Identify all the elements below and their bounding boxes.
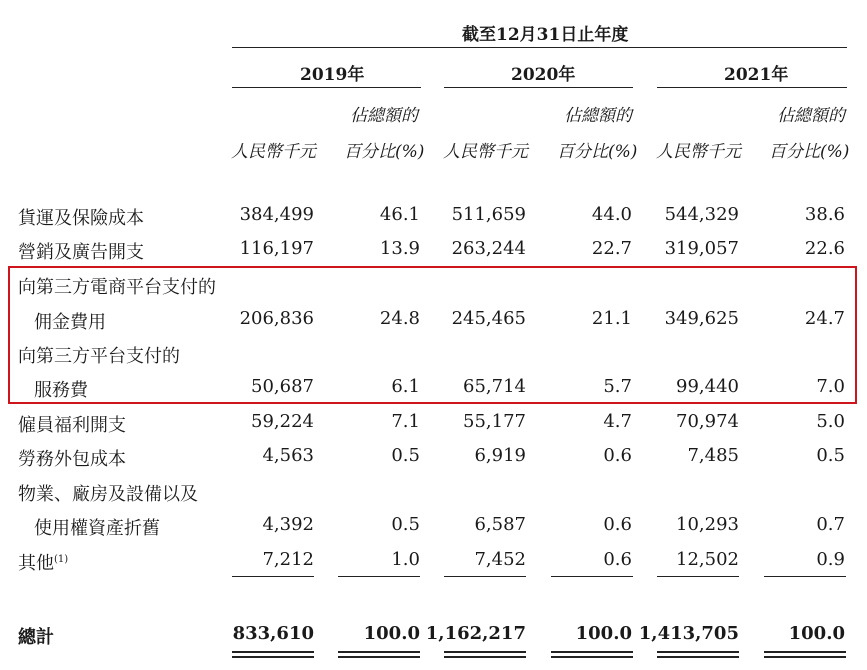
- cell: 5.0: [816, 411, 845, 432]
- row-label-depreciation-line2: 使用權資產折舊: [34, 518, 160, 539]
- year-2019: 2019年: [300, 65, 365, 85]
- cell: 0.6: [603, 549, 632, 570]
- amount-header-2021: 人民幣千元: [656, 142, 741, 162]
- cell: 46.1: [379, 204, 420, 225]
- pct-header-line2-2019: 百分比(%): [344, 142, 425, 162]
- cell: 50,687: [251, 376, 314, 397]
- cell: 4,563: [262, 445, 314, 466]
- row-label-total: 總計: [18, 627, 54, 648]
- year-rule-2019: [232, 87, 421, 88]
- row-label-marketing: 營銷及廣告開支: [18, 242, 144, 263]
- row-label-depreciation-line1: 物業、廠房及設備以及: [18, 484, 198, 505]
- year-rule-2021: [657, 87, 847, 88]
- cell: 0.5: [391, 445, 420, 466]
- total-double-rule: [764, 656, 846, 658]
- total-double-rule: [338, 651, 420, 653]
- row-label-commission-line1: 向第三方電商平台支付的: [18, 277, 216, 298]
- cell: 0.7: [816, 514, 845, 535]
- cell: 6,587: [474, 514, 526, 535]
- row-label-others: [18, 549, 68, 575]
- total-double-rule: [657, 651, 739, 653]
- total-double-rule: [657, 656, 739, 658]
- cell: 5.7: [603, 376, 632, 397]
- total-cell: 833,610: [232, 623, 314, 644]
- cell: 6.1: [391, 376, 420, 397]
- cell: 7.0: [816, 376, 845, 397]
- cell: 22.7: [591, 238, 632, 259]
- total-cell: 100.0: [363, 623, 420, 644]
- pct-header-line1-2021: 佔總額的: [777, 106, 845, 126]
- pct-header-line1-2020: 佔總額的: [564, 106, 632, 126]
- cell: 7,212: [262, 549, 314, 570]
- cell: 1.0: [391, 549, 420, 570]
- cell: 245,465: [451, 308, 526, 329]
- amount-header-2020: 人民幣千元: [443, 142, 528, 162]
- cell: 21.1: [591, 308, 632, 329]
- cell: 13.9: [379, 238, 420, 259]
- total-double-rule: [338, 656, 420, 658]
- cell: 7,485: [687, 445, 739, 466]
- pct-header-line1-2019: 佔總額的: [350, 106, 418, 126]
- total-double-rule: [764, 651, 846, 653]
- cell: 0.5: [391, 514, 420, 535]
- cell: 99,440: [676, 376, 739, 397]
- row-label-freight: 貨運及保險成本: [18, 208, 144, 229]
- pct-header-line2-2021: 百分比(%): [769, 142, 850, 162]
- subtotal-rule: [338, 576, 420, 577]
- row-label-others-text: 其他: [18, 553, 54, 574]
- cell: 65,714: [463, 376, 526, 397]
- cell: 7.1: [391, 411, 420, 432]
- total-double-rule: [551, 651, 633, 653]
- cell: 0.9: [816, 549, 845, 570]
- cell: 10,293: [676, 514, 739, 535]
- total-double-rule: [444, 651, 526, 653]
- subtotal-rule: [551, 576, 633, 577]
- year-2020: 2020年: [511, 65, 576, 85]
- cell: 6,919: [474, 445, 526, 466]
- subtotal-rule: [444, 576, 526, 577]
- pct-header-line2-2020: 百分比(%): [557, 142, 638, 162]
- cell: 319,057: [664, 238, 739, 259]
- footnote-marker: (1): [54, 554, 69, 565]
- cell: 349,625: [664, 308, 739, 329]
- cell: 544,329: [664, 204, 739, 225]
- cell: 511,659: [451, 204, 526, 225]
- cell: 4,392: [262, 514, 314, 535]
- cell: 55,177: [463, 411, 526, 432]
- total-double-rule: [551, 656, 633, 658]
- cell: 384,499: [239, 204, 314, 225]
- total-cell: 1,413,705: [638, 623, 739, 644]
- cell: 59,224: [251, 411, 314, 432]
- cell: 206,836: [239, 308, 314, 329]
- highlight-box: [8, 266, 857, 404]
- cell: 44.0: [591, 204, 632, 225]
- row-label-outsourcing: 勞務外包成本: [18, 449, 126, 470]
- amount-header-2019: 人民幣千元: [231, 142, 316, 162]
- cell: 38.6: [804, 204, 845, 225]
- cell: 0.6: [603, 514, 632, 535]
- row-label-service-line2: 服務費: [34, 380, 88, 401]
- period-header: 截至12月31日止年度: [462, 25, 629, 45]
- subtotal-rule: [232, 576, 314, 577]
- cell: 12,502: [676, 549, 739, 570]
- cell: 22.6: [804, 238, 845, 259]
- period-rule: [232, 47, 847, 48]
- total-cell: 1,162,217: [425, 623, 526, 644]
- cell: 70,974: [676, 411, 739, 432]
- cell: 0.5: [816, 445, 845, 466]
- row-label-service-line1: 向第三方平台支付的: [18, 346, 180, 367]
- cell: 24.7: [804, 308, 845, 329]
- year-rule-2020: [444, 87, 633, 88]
- subtotal-rule: [657, 576, 739, 577]
- year-2021: 2021年: [724, 65, 789, 85]
- total-double-rule: [232, 651, 314, 653]
- total-double-rule: [444, 656, 526, 658]
- cell: 263,244: [451, 238, 526, 259]
- total-cell: 100.0: [575, 623, 632, 644]
- row-label-commission-line2: 佣金費用: [34, 312, 106, 333]
- total-cell: 100.0: [788, 623, 845, 644]
- total-double-rule: [232, 656, 314, 658]
- row-label-employee: 僱員福利開支: [18, 415, 126, 436]
- cell: 24.8: [379, 308, 420, 329]
- cell: 7,452: [474, 549, 526, 570]
- cell: 4.7: [603, 411, 632, 432]
- subtotal-rule: [764, 576, 846, 577]
- cell: 116,197: [239, 238, 314, 259]
- cell: 0.6: [603, 445, 632, 466]
